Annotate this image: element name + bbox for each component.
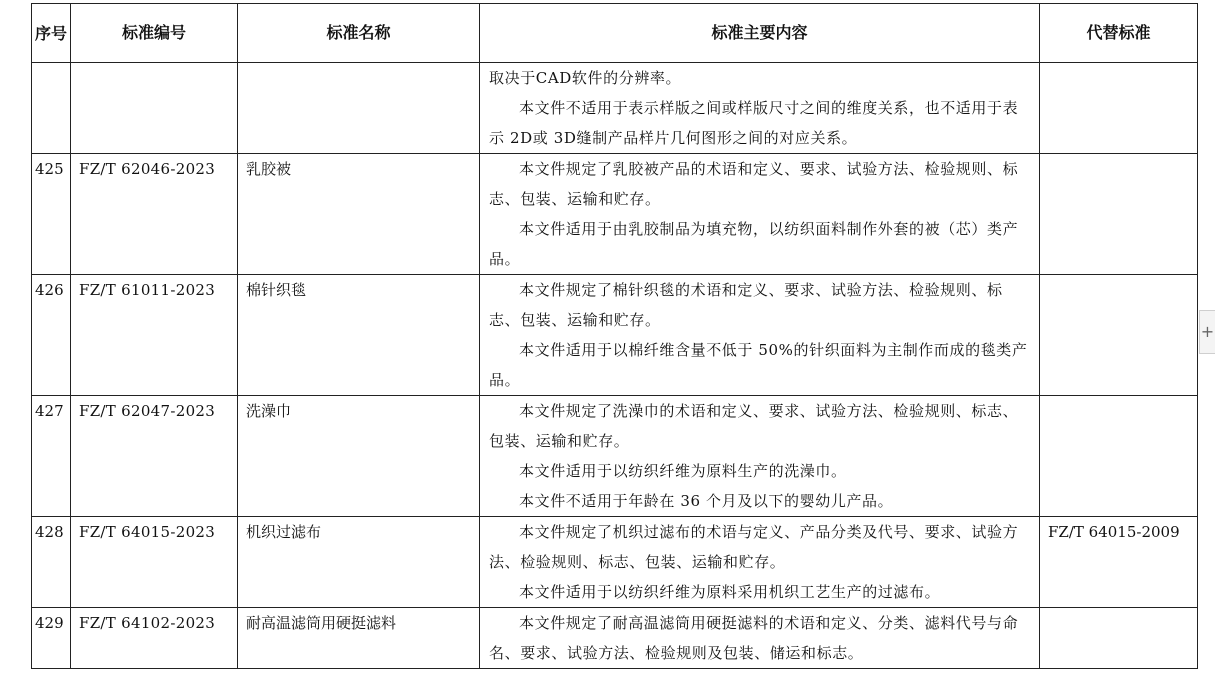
cell-code-text: FZ/T 61011-2023 [79, 281, 216, 299]
header-code [71, 4, 238, 63]
cell-seq-text: 427 [35, 402, 64, 420]
cell-content [480, 63, 1040, 154]
cell-content [480, 608, 1040, 669]
cell-code-text: FZ/T 64015-2023 [79, 523, 216, 541]
header-seq-label: 序号 [34, 23, 67, 43]
standards-table [31, 3, 1198, 669]
cell-replaces [1040, 63, 1198, 154]
cell-name [238, 517, 480, 608]
cell-seq-text: 426 [35, 281, 64, 299]
cell-name-text: 棉针织毯 [246, 281, 307, 299]
cell-content [480, 154, 1040, 275]
cell-content-text [480, 608, 1039, 668]
cell-seq [32, 396, 71, 517]
table-body [32, 63, 1198, 669]
side-expand-tab[interactable] [1199, 310, 1215, 354]
cell-code-text: FZ/T 64102-2023 [79, 614, 216, 632]
cell-replaces [1040, 154, 1198, 275]
header-replaces [1040, 4, 1198, 63]
content-paragraph: 本文件规定了洗澡巾的术语和定义、要求、试验方法、检验规则、标志、包装、运输和贮存。 [489, 402, 1019, 450]
table-header-row [32, 4, 1198, 63]
cell-code [71, 275, 238, 396]
header-name-label: 标准名称 [326, 23, 391, 42]
cell-seq-text: 429 [35, 614, 64, 632]
content-paragraph: 本文件适用于以棉纤维含量不低于 50%的针织面料为主制作而成的毯类产品。 [489, 341, 1028, 389]
cell-seq [32, 154, 71, 275]
cell-seq-text: 428 [35, 523, 64, 541]
cell-content [480, 517, 1040, 608]
plus-icon: + [1200, 322, 1215, 341]
cell-name [238, 63, 480, 154]
cell-content-text [480, 396, 1039, 516]
cell-replaces [1040, 517, 1198, 608]
cell-replaces [1040, 396, 1198, 517]
cell-name [238, 275, 480, 396]
content-paragraph: 本文件规定了机织过滤布的术语与定义、产品分类及代号、要求、试验方法、检验规则、标志、包装、运输和贮存。 [489, 523, 1019, 571]
table-row [32, 275, 1198, 396]
cell-seq [32, 63, 71, 154]
cell-name-text: 耐高温滤筒用硬挺滤料 [246, 614, 397, 632]
cell-name-text: 洗澡巾 [246, 402, 292, 420]
cell-code [71, 154, 238, 275]
cell-replaces [1040, 608, 1198, 669]
cell-replaces-text: FZ/T 64015-2009 [1048, 523, 1180, 541]
cell-content-text [480, 275, 1039, 395]
header-seq [32, 4, 71, 63]
table-row [32, 154, 1198, 275]
cell-content [480, 275, 1040, 396]
content-paragraph: 本文件适用于由乳胶制品为填充物，以纺织面料制作外套的被（芯）类产品。 [489, 220, 1019, 268]
content-paragraph: 本文件适用于以纺织纤维为原料生产的洗澡巾。 [519, 462, 847, 480]
cell-code-text: FZ/T 62046-2023 [79, 160, 216, 178]
content-paragraph: 取决于CAD软件的分辨率。 [489, 69, 682, 87]
content-paragraph: 本文件规定了棉针织毯的术语和定义、要求、试验方法、检验规则、标志、包装、运输和贮存。 [489, 281, 1003, 329]
cell-seq [32, 608, 71, 669]
content-paragraph: 本文件不适用于年龄在 36 个月及以下的婴幼儿产品。 [519, 492, 894, 510]
cell-replaces [1040, 275, 1198, 396]
header-content [480, 4, 1040, 63]
cell-code-text: FZ/T 62047-2023 [79, 402, 216, 420]
cell-content-text [480, 154, 1039, 274]
table-row [32, 396, 1198, 517]
cell-name-text: 机织过滤布 [246, 523, 322, 541]
cell-seq [32, 517, 71, 608]
cell-name [238, 154, 480, 275]
cell-content-text [480, 63, 1039, 153]
table-row [32, 63, 1198, 154]
cell-content-text [480, 517, 1039, 607]
content-paragraph: 本文件规定了耐高温滤筒用硬挺滤料的术语和定义、分类、滤料代号与命名、要求、试验方法、检验规则及包装、储运和标志。 [489, 614, 1019, 662]
header-name [238, 4, 480, 63]
cell-code [71, 396, 238, 517]
cell-code [71, 517, 238, 608]
table-row [32, 608, 1198, 669]
cell-name-text: 乳胶被 [246, 160, 292, 178]
table-row [32, 517, 1198, 608]
cell-name [238, 396, 480, 517]
header-replaces-label: 代替标准 [1086, 23, 1151, 42]
content-paragraph: 本文件不适用于表示样版之间或样版尺寸之间的维度关系，也不适用于表示 2D或 3D缝制产品样片几何图形之间的对应关系。 [489, 99, 1019, 147]
content-paragraph: 本文件规定了乳胶被产品的术语和定义、要求、试验方法、检验规则、标志、包装、运输和贮存。 [489, 160, 1019, 208]
cell-seq [32, 275, 71, 396]
header-content-label: 标准主要内容 [711, 23, 808, 42]
content-paragraph: 本文件适用于以纺织纤维为原料采用机织工艺生产的过滤布。 [519, 583, 941, 601]
cell-name [238, 608, 480, 669]
header-code-label: 标准编号 [121, 23, 186, 42]
cell-content [480, 396, 1040, 517]
cell-code [71, 608, 238, 669]
cell-code [71, 63, 238, 154]
cell-seq-text: 425 [35, 160, 64, 178]
